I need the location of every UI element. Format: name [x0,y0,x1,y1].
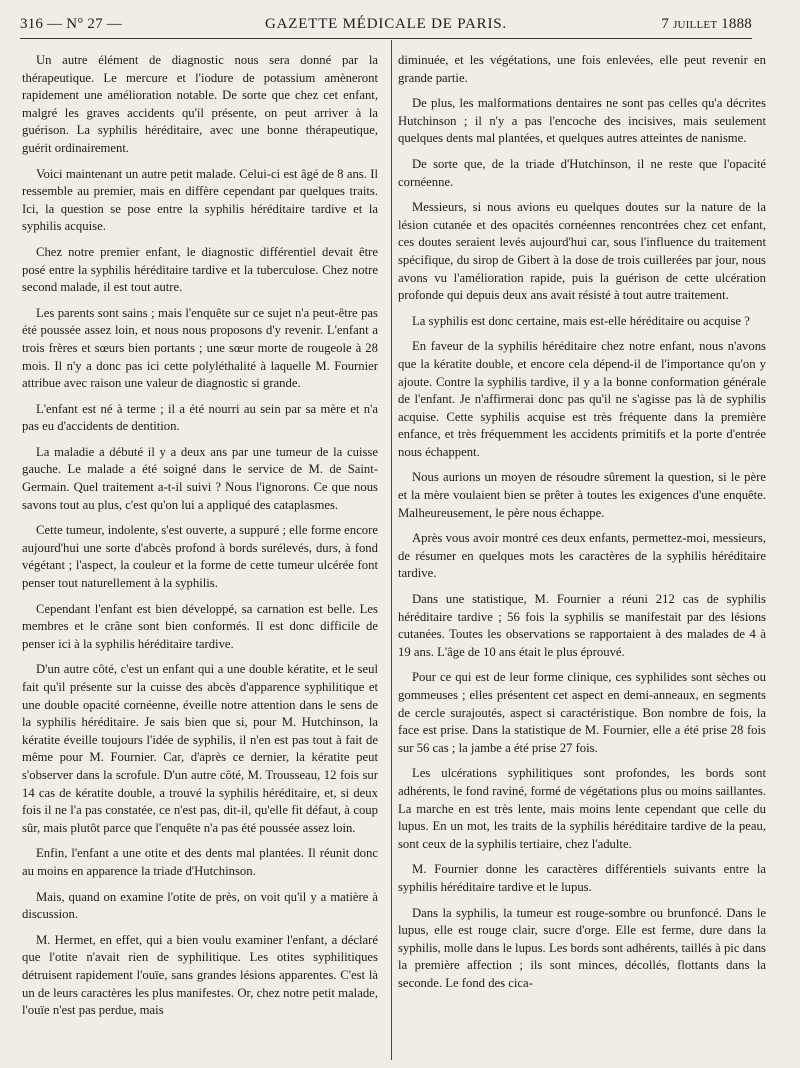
paragraph: Cette tumeur, indolente, s'est ouverte, a suppuré ; elle forme encore aujourd'hui une sorte d'abcès profond à bords surélevés, durs, à fond végétant ; l'aspect, la couleur et la forme de cette tumeur ulcérée font penser tout naturellement à la syphilis. [22,523,378,591]
paragraph: Voici maintenant un autre petit malade. Celui-ci est âgé de 8 ans. Il ressemble au premier, mais en diffère cependant par quelques traits. Ici, la question se pose entre la syphilis héréditaire tardive et la syphilis acquise. [22,166,378,234]
paragraph: L'enfant est né à terme ; il a été nourri au sein par sa mère et n'a pas eu d'accidents de dentition. [22,401,378,434]
paragraph: Un autre élément de diagnostic nous sera donné par la thérapeutique. Le mercure et l'iodure de potassium amèneront rapidement une amélioration notable. De sorte que chez cet enfant, malgré les graves accidents qu'il présente, on peut arriver à la guérison. La syphilis héréditaire, avec une bonne thérapeutique, guérit ordinairement. [22,53,378,155]
journal-title: GAZETTE MÉDICALE DE PARIS. [265,16,507,32]
paragraph: Après vous avoir montré ces deux enfants, permettez-moi, messieurs, de résumer en quelques mots les caractères de la syphilis héréditaire tardive. [398,531,766,581]
paragraph: De plus, les malformations dentaires ne sont pas celles qu'a décrites Hutchinson ; il n'y a pas l'encoche des incisives, mais seulement quelques dents mal plantées, et quelques autres atteintes de nanisme. [398,96,766,146]
paragraph: Messieurs, si nous avions eu quelques doutes sur la nature de la lésion cutanée et des opacités cornéennes rencontrées chez cet enfant, ces doutes seraient levés aujourd'hui car, sous l'influence du traitement spécifique, du sirop de Gibert à la dose de trois cuillerées par jour, nous avons vu l'amélioration rapide, puis la guérison de cette ulcération profonde qui depuis deux ans avait résisté à tout autre traitement. [398,200,766,303]
paragraph: La maladie a débuté il y a deux ans par une tumeur de la cuisse gauche. Le malade a été soigné dans le service de M. de Saint-Germain. Quel traitement a-t-il suivi ? Nous l'ignorons. Ce que nous savons tout au plus, c'est qu'on lui a appliqué des cataplasmes. [22,444,378,512]
left-column [22,52,378,1020]
paragraph: Cependant l'enfant est bien développé, sa carnation est belle. Les membres et le crâne sont bien conformés. Il est donc difficile de penser ici à la syphilis héréditaire tardive. [22,601,378,651]
paragraph: M. Hermet, en effet, qui a bien voulu examiner l'enfant, a déclaré que l'otite n'avait rien de syphilitique. Les otites syphilitiques détruisent rapidement l'ouïe, sans grandes lésions apparentes. C'est là un de leurs caractères les plus manifestes. Or, chez notre petit malade, l'ouïe n'est pas perdue, mais [22,932,378,1018]
paragraph: Mais, quand on examine l'otite de près, on voit qu'il y a matière à discussion. [22,889,378,922]
right-column [398,52,766,993]
paragraph: Les parents sont sains ; mais l'enquête sur ce sujet n'a peut-être pas été poussée assez loin, et nous nous proposons d'y revenir. L'enfant a trois frères et sœurs bien portants ; une sœur morte de rougeole à 28 mois. Il n'y a donc pas ici cette polyléthalité à laquelle M. Fournier attribue avec raison une valeur de diagnostic si grande. [22,305,378,391]
issue-number: — N° 27 — [47,16,122,32]
paragraph: diminuée, et les végétations, une fois enlevées, elle peut revenir en grande partie. [398,53,766,85]
column-divider [391,40,392,1060]
paragraph: Nous aurions un moyen de résoudre sûrement la question, si le père et la mère voulaient bien se prêter à toutes les exigences d'une enquête. Malheureusement, le père nous échappe. [398,470,766,520]
paragraph: M. Fournier donne les caractères différentiels suivants entre la syphilis héréditaire tardive et le lupus. [398,862,766,894]
paragraph: Pour ce qui est de leur forme clinique, ces syphilides sont sèches ou gommeuses ; elles présentent cet aspect en demi-anneaux, en segments de cercle surajoutés, aspect si caractéristique. Bon nombre de fois, la face est prise. Dans la statistique de M. Fournier, elle a été prise 28 fois sur 56 cas ; la jambe a été prise 27 fois. [398,670,766,755]
paragraph: Les ulcérations syphilitiques sont profondes, les bords sont adhérents, le fond raviné, formé de végétations plus ou moins saillantes. La marche en est très lente, mais moins lente cependant que celle du lupus. En un mot, les traits de la syphilis héréditaire tardive de la peau, sont ceux de la syphilis tertiaire, chez l'adulte. [398,766,766,851]
paragraph: La syphilis est donc certaine, mais est-elle héréditaire ou acquise ? [412,313,750,328]
paragraph: Dans la syphilis, la tumeur est rouge-sombre ou brunfoncé. Dans le lupus, elle est rouge clair, sucre d'orge. Elle est ferme, dure dans la syphilis, molle dans le lupus. Les bords sont adhérents, taillés à pic dans la première affection ; ils sont minces, décollés, flottants dans la seconde. Le fond des cica- [398,905,766,990]
paragraph: D'un autre côté, c'est un enfant qui a une double kératite, et le seul fait qu'il présente sur la cuisse des abcès d'apparence syphilitique et une double opacité cornéenne, éveille notre attention dans le sens de la syphilis héréditaire. Je sais bien que si, pour M. Hutchinson, la kératite éveille toujours l'idée de syphilis, il n'en est pas tout à fait de même pour M. Fournier. Car, d'après ce dernier, la kératite peut s'observer dans la scrofule. D'un autre côté, M. Trousseau, 12 fois sur 14 cas de kératite double, a trouvé la syphilis héréditaire, et, si deux fois il ne l'a pas constatée, ce n'est pas, dit-il, qu'elle fit défaut, à coup sûr, mais plutôt parce que l'enquête n'a pas été poussée assez loin. [22,662,378,835]
header-rule [20,38,752,39]
page-header [20,12,752,38]
page-number: 316 [20,16,44,32]
paragraph: En faveur de la syphilis héréditaire chez notre enfant, nous n'avons que la kératite double, et encore cela dépend-il de l'importance qu'on y ajoute. Contre la syphilis tardive, il y a la bonne conformation générale de l'enfant. Je n'affirmerai donc pas qu'il ne s'agisse pas là de syphilis acquise. Cette syphilis acquise est très fréquente dans la première enfance, et très fréquemment les accidents primitifs et la porte d'entrée nous échappent. [398,339,766,459]
issue-date: 7 juillet 1888 [661,16,752,32]
paragraph: De sorte que, de la triade d'Hutchinson, il ne reste que l'opacité cornéenne. [398,156,766,189]
paragraph: Enfin, l'enfant a une otite et des dents mal plantées. Il réunit donc au moins en apparence la triade d'Hutchinson. [22,846,378,878]
paragraph: Chez notre premier enfant, le diagnostic différentiel devait être posé entre la syphilis héréditaire tardive et la tuberculose. Chez notre second malade, il est tout autre. [22,244,378,295]
paragraph: Dans une statistique, M. Fournier a réuni 212 cas de syphilis héréditaire tardive ; 56 fois la syphilis se manifestait par des lésions cutanées. Toutes les observations se rapportaient à des malades de 4 à 19 ans. L'âge de 10 ans était le plus éprouvé. [398,592,766,659]
